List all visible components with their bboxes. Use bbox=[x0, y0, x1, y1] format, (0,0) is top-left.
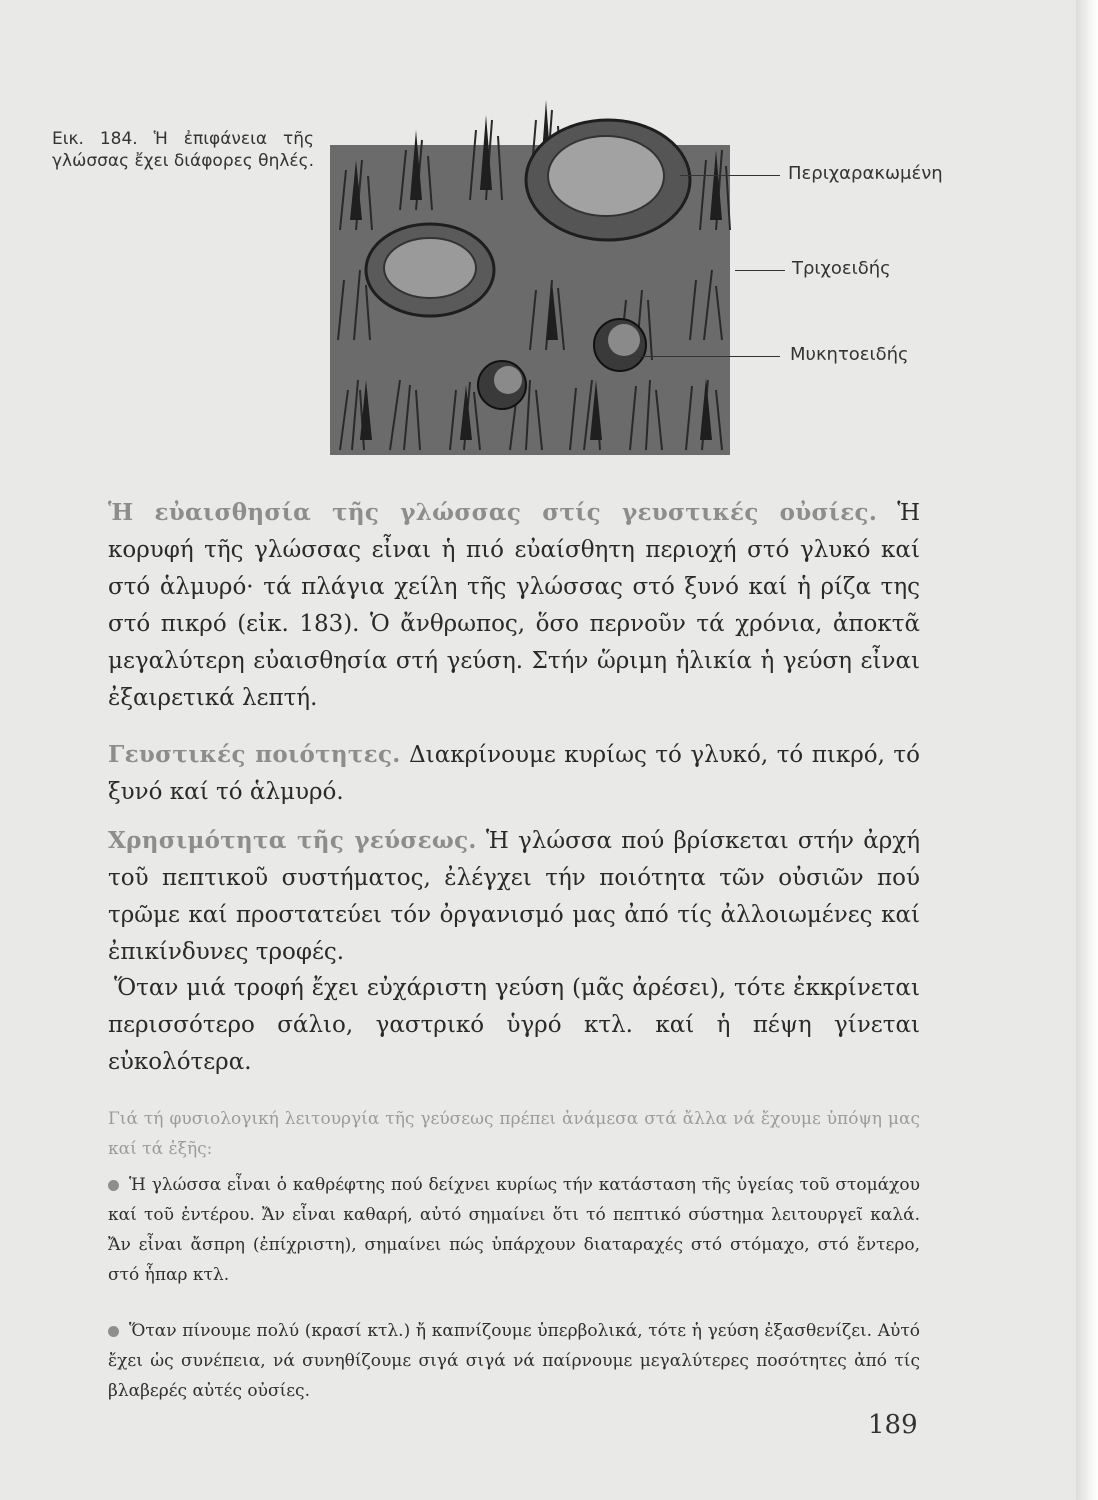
section-qualities bbox=[108, 736, 920, 811]
label-fungiform: Μυκητοειδής bbox=[790, 344, 909, 365]
section-text: Διακρίνουμε κυρίως τό γλυκό, τό πικρό, τό ξυνό καί τό ἁλμυρό. bbox=[108, 742, 921, 805]
section-heading: Χρησιμότητα τῆς γεύσεως. bbox=[108, 827, 477, 854]
section-usefulness bbox=[108, 822, 920, 971]
leader-line-fungiform bbox=[630, 356, 780, 357]
section-sensitivity bbox=[108, 494, 920, 717]
notes-intro: Γιά τή φυσιολογική λειτουργία τῆς γεύσεως πρέπει ἀνάμεσα στά ἄλλα νά ἔχουμε ὑπόψη μας καί τά ἑξῆς: bbox=[108, 1109, 920, 1159]
leader-line-circumvallate bbox=[680, 175, 780, 176]
figure-caption: Εικ. 184. Ἡ ἐπιφάνεια τῆς γλώσσας ἔχει διάφορες θηλές. bbox=[52, 129, 314, 171]
bullet-icon bbox=[108, 1326, 119, 1337]
label-filiform: Τριχοειδής bbox=[792, 258, 891, 279]
section-text: Ἡ κορυφή τῆς γλώσσας εἶναι ἡ πιό εὐαίσθητη περιοχή στό γλυκό καί στό ἁλμυρό· τά πλάγια χείλη τῆς γλώσσας στό ξυνό καί ἡ ρίζα της στό πικρό (εἰκ. 183). Ὁ ἄνθρωπος, ὅσο περνοῦν τά χρόνια, ἀποκτᾶ μεγαλύτερη εὐαισθησία στή γεύση. Στήν ὥριμη ἡλικία ἡ γεύση εἶναι ἐξαιρετικά λεπτή. bbox=[108, 500, 921, 711]
note-bullet-1 bbox=[108, 1170, 920, 1290]
section-usefulness-paragraph-2: Ὅταν μιά τροφή ἔχει εὐχάριστη γεύση (μᾶς ἀρέσει), τότε ἐκκρίνεται περισσότερο σάλιο, γαστρικό ὑγρό κτλ. καί ἡ πέψη γίνεται εὐκολότερα. bbox=[108, 975, 920, 1075]
note-text: Ὅταν πίνουμε πολύ (κρασί κτλ.) ἤ καπνίζουμε ὑπερβολικά, τότε ἡ γεύση ἐξασθενίζει. Αὐτό ἔχει ὡς συνέπεια, νά συνηθίζουμε σιγά σιγά νά παίρνουμε μεγαλύτερες ποσότητες ἀπό τίς βλαβερές αὐτές οὐσίες. bbox=[108, 1321, 920, 1401]
section-text: Ἡ γλώσσα πού βρίσκεται στήν ἀρχή τοῦ πεπτικοῦ συστήματος, ἐλέγχει τήν ποιότητα τῶν οὐσιῶν πού τρῶμε καί προστατεύει τόν ὀργανισμό μας ἀπό τίς ἀλλοιωμένες καί ἐπικίνδυνες τροφές. bbox=[108, 828, 921, 965]
note-bullet-2 bbox=[108, 1316, 920, 1406]
section-heading: Γευστικές ποιότητες. bbox=[108, 741, 401, 768]
page-number: 189 bbox=[868, 1410, 918, 1440]
label-circumvallate: Περιχαρακωμένη bbox=[788, 163, 943, 184]
tongue-surface-illustration bbox=[330, 90, 740, 460]
section-heading: Ἡ εὐαισθησία τῆς γλώσσας στίς γευστικές οὐσίες. bbox=[108, 499, 878, 526]
note-text: Ἡ γλώσσα εἶναι ὁ καθρέφτης πού δείχνει κυρίως τήν κατάσταση τῆς ὑγείας τοῦ στομάχου καί τοῦ ἐντέρου. Ἄν εἶναι καθαρή, αὐτό σημαίνει ὅτι τό πεπτικό σύστημα λειτουργεῖ καλά. Ἄν εἶναι ἄσπρη (ἐπίχριστη), σημαίνει πώς ὑπάρχουν διαταραχές στό στόμαχο, στό ἔντερο, στό ἧπαρ κτλ. bbox=[108, 1175, 920, 1285]
page-edge bbox=[1076, 0, 1098, 1500]
leader-line-filiform bbox=[735, 270, 785, 271]
bullet-icon bbox=[108, 1180, 119, 1191]
